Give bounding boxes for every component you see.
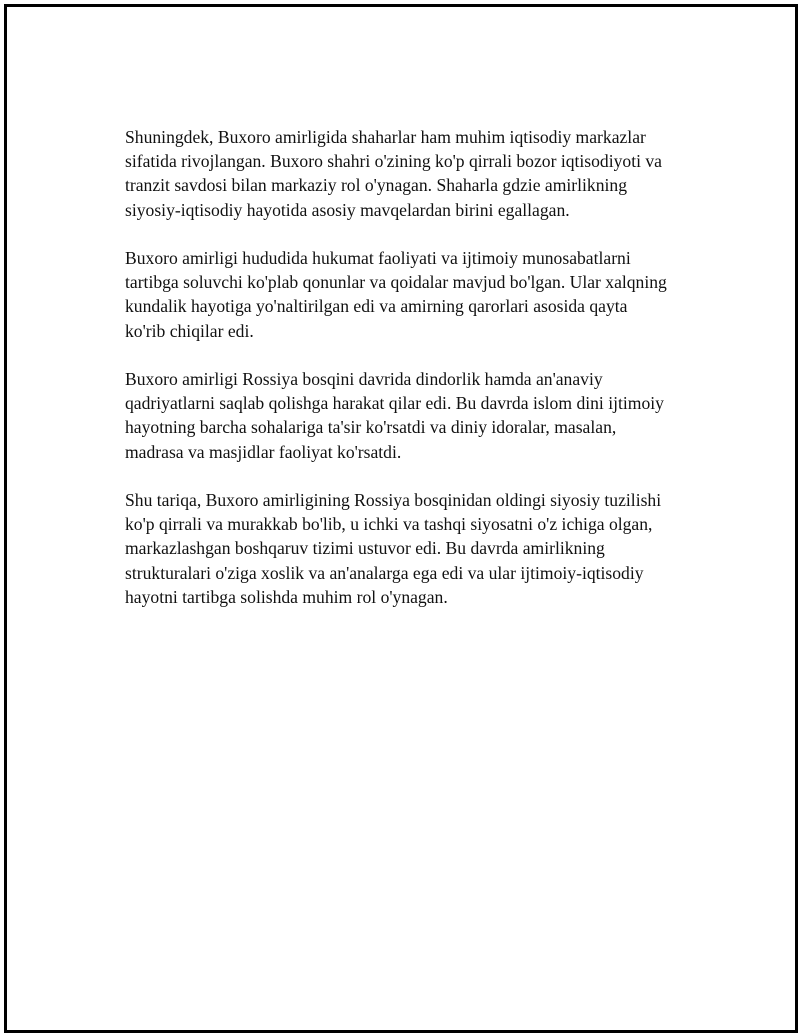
document-body bbox=[125, 125, 705, 633]
text-line: hayotni tartibga solishda muhim rol o'ynagan. bbox=[125, 586, 448, 607]
paragraph-3 bbox=[125, 367, 705, 464]
paragraph-4 bbox=[125, 488, 705, 609]
text-line: madrasa va masjidlar faoliyat ko'rsatdi. bbox=[125, 441, 402, 462]
paragraph-1 bbox=[125, 125, 705, 222]
text-line: kundalik hayotiga yo'naltirilgan edi va amirning qarorlari asosida qayta bbox=[125, 296, 628, 317]
text-line: strukturalari o'ziga xoslik va an'analarga ega edi va ular ijtimoiy-iqtisodiy bbox=[125, 562, 644, 583]
text-line: Shu tariqa, Buxoro amirligining Rossiya bosqinidan oldingi siyosiy tuzilishi bbox=[125, 490, 662, 510]
text-line: sifatida rivojlangan. Buxoro shahri o'zining ko'p qirrali bozor iqtisodiyoti va bbox=[125, 151, 662, 172]
text-line: siyosiy-iqtisodiy hayotida asosiy mavqelardan birini egallagan. bbox=[125, 199, 570, 220]
page-frame bbox=[4, 4, 798, 1033]
text-line: Shuningdek, Buxoro amirligida shaharlar ham muhim iqtisodiy markazlar bbox=[125, 127, 646, 147]
text-line: markazlashgan boshqaruv tizimi ustuvor edi. Bu davrda amirlikning bbox=[125, 538, 605, 559]
text-line: hayotning barcha sohalariga ta'sir ko'rsatdi va diniy idoralar, masalan, bbox=[125, 417, 617, 438]
text-line: Buxoro amirligi Rossiya bosqini davrida dindorlik hamda an'anaviy bbox=[125, 369, 603, 389]
text-line: tartibga soluvchi ko'plab qonunlar va qoidalar mavjud bo'lgan. Ular xalqning bbox=[125, 272, 667, 293]
paragraph-2 bbox=[125, 246, 705, 343]
text-line: ko'rib chiqilar edi. bbox=[125, 320, 254, 341]
text-line: qadriyatlarni saqlab qolishga harakat qilar edi. Bu davrda islom dini ijtimoiy bbox=[125, 393, 664, 414]
text-line: ko'p qirrali va murakkab bo'lib, u ichki va tashqi siyosatni o'z ichiga olgan, bbox=[125, 514, 653, 535]
text-line: Buxoro amirligi hududida hukumat faoliyati va ijtimoiy munosabatlarni bbox=[125, 248, 631, 268]
text-line: tranzit savdosi bilan markaziy rol o'ynagan. Shaharla gdzie amirlikning bbox=[125, 175, 627, 196]
